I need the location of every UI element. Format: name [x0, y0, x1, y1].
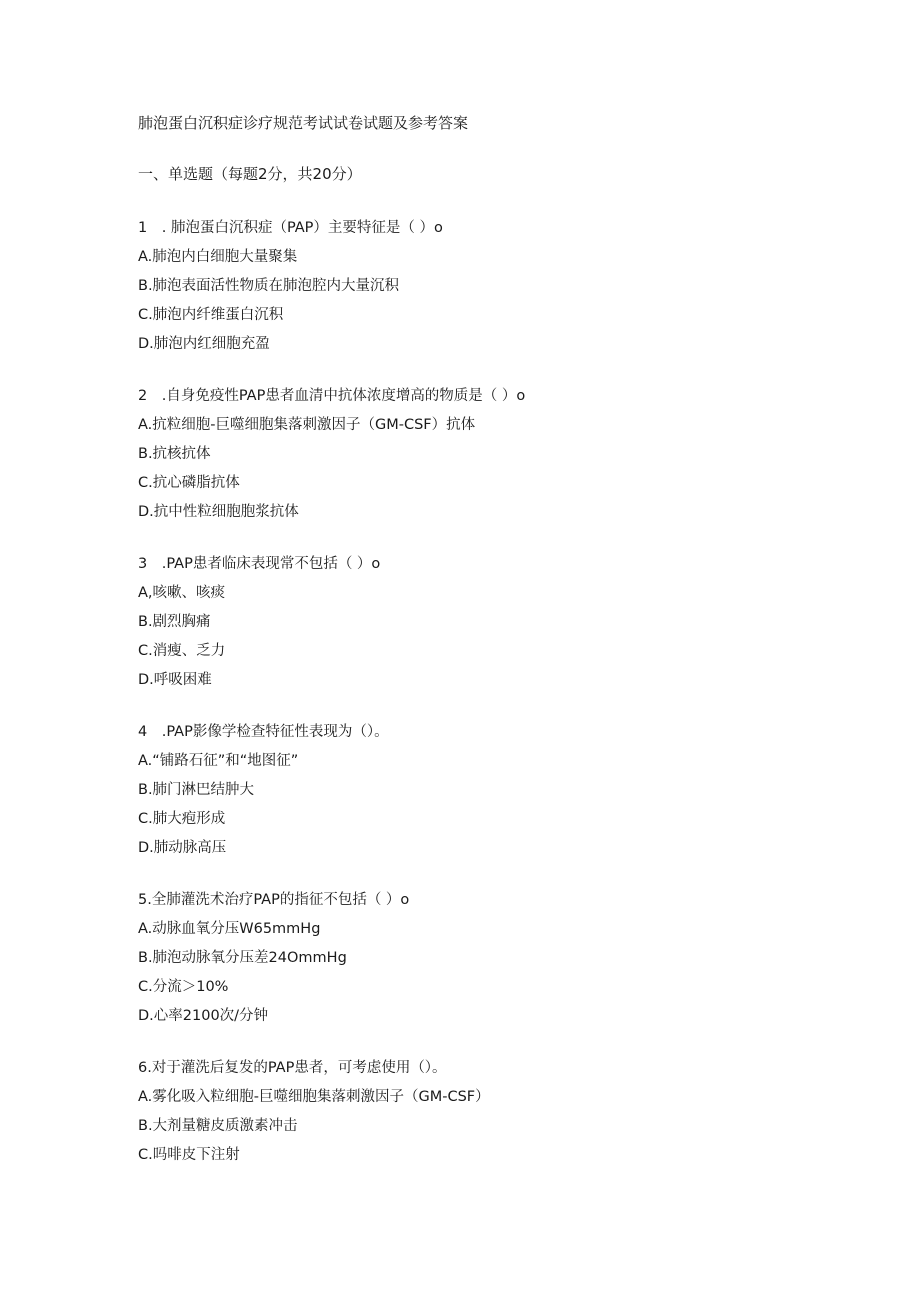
option-c: C.肺大疱形成	[138, 811, 226, 827]
option-b: B.抗核抗体	[138, 446, 211, 462]
option-b: B.大剂量糖皮质激素冲击	[138, 1118, 298, 1134]
option-a: A.“铺路石征”和“地图征”	[138, 753, 299, 769]
option-a: A.肺泡内白细胞大量聚集	[138, 249, 298, 265]
section-heading: 一、单选题（每题2分，共20分）	[138, 165, 362, 183]
option-a: A.动脉血氧分压W65mmHg	[138, 921, 321, 937]
question-stem: 5.全肺灌洗术治疗PAP的指征不包括（ ）o	[138, 892, 410, 908]
option-d: D.肺动脉高压	[138, 840, 227, 856]
question-4	[138, 722, 838, 867]
option-c: C.吗啡皮下注射	[138, 1147, 240, 1163]
option-d: D.呼吸困难	[138, 672, 212, 688]
option-a: A.抗粒细胞-巨噬细胞集落刺激因子（GM-CSF）抗体	[138, 417, 476, 433]
option-c: C.抗心磷脂抗体	[138, 475, 240, 491]
option-b: B.肺门淋巴结肿大	[138, 782, 255, 798]
question-3	[138, 554, 838, 699]
question-stem: 3 .PAP患者临床表现常不包括（ ）o	[138, 556, 381, 572]
question-1	[138, 218, 838, 363]
option-d: D.心率2100次/分钟	[138, 1008, 269, 1024]
question-stem: 2 .自身免疫性PAP患者血清中抗体浓度增高的物质是（ ）o	[138, 388, 526, 404]
option-b: B.肺泡动脉氧分压差24OmmHg	[138, 950, 347, 966]
option-c: C.肺泡内纤维蛋白沉积	[138, 307, 284, 323]
option-d: D.肺泡内红细胞充盈	[138, 336, 270, 352]
option-a: A.雾化吸入粒细胞-巨噬细胞集落刺激因子（GM-CSF）	[138, 1089, 490, 1105]
question-stem: 6.对于灌洗后复发的PAP患者，可考虑使用（）。	[138, 1060, 447, 1076]
document-title: 肺泡蛋白沉积症诊疗规范考试试卷试题及参考答案	[138, 114, 469, 132]
question-2	[138, 386, 838, 531]
question-6	[138, 1058, 838, 1174]
option-b: B.剧烈胸痛	[138, 614, 211, 630]
option-a: A,咳嗽、咳痰	[138, 585, 226, 601]
question-5	[138, 890, 838, 1035]
option-b: B.肺泡表面活性物质在肺泡腔内大量沉积	[138, 278, 400, 294]
option-c: C.消瘦、乏力	[138, 643, 226, 659]
option-c: C.分流＞10%	[138, 979, 229, 995]
option-d: D.抗中性粒细胞胞浆抗体	[138, 504, 299, 520]
question-stem: 4 .PAP影像学检查特征性表现为（）。	[138, 724, 389, 740]
question-stem: 1 . 肺泡蛋白沉积症（PAP）主要特征是（ ）o	[138, 220, 443, 236]
